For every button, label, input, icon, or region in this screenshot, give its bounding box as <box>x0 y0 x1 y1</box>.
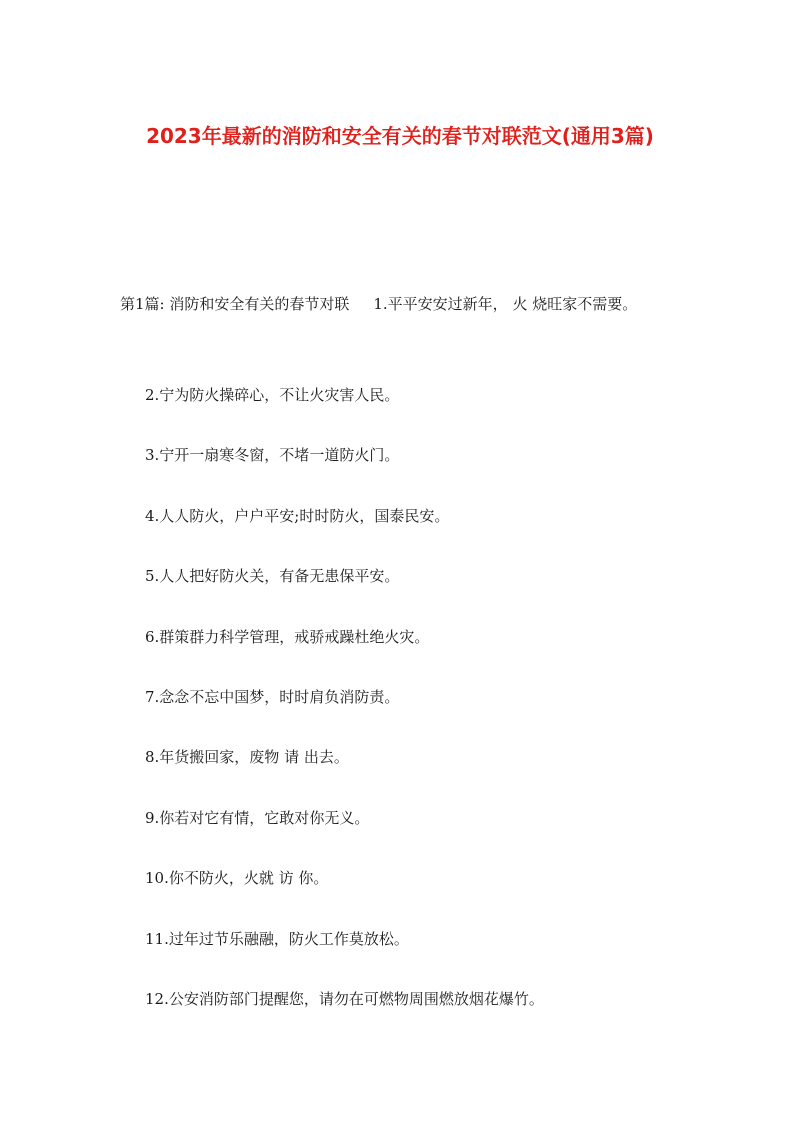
section-heading: 第1篇: 消防和安全有关的春节对联 <box>120 295 350 313</box>
list-item: 12.公安消防部门提醒您，请勿在可燃物周围燃放烟花爆竹。 <box>145 989 544 1008</box>
list-item: 10.你不防火，火就 访 你。 <box>145 869 329 888</box>
first-couplet: 1.平平安安过新年， 火 烧旺家不需要。 <box>373 295 638 313</box>
list-item: 9.你若对它有情，它敢对你无义。 <box>145 808 370 827</box>
couplet-list <box>145 380 544 1044</box>
list-item: 2.宁为防火操碎心，不让火灾害人民。 <box>145 386 400 404</box>
document-title: 2023年最新的消防和安全有关的春节对联范文(通用3篇) <box>146 124 654 148</box>
list-item: 6.群策群力科学管理，戒骄戒躁杜绝火灾。 <box>145 627 430 646</box>
list-item: 8.年货搬回家，废物 请 出去。 <box>145 748 349 767</box>
intro-paragraph <box>120 289 666 319</box>
list-item: 4.人人防火，户户平安;时时防火，国泰民安。 <box>145 506 450 525</box>
list-item: 5.人人把好防火关，有备无患保平安。 <box>145 567 400 586</box>
list-item: 11.过年过节乐融融，防火工作莫放松。 <box>145 929 409 948</box>
list-item: 3.宁开一扇寒冬窗，不堵一道防火门。 <box>145 446 400 465</box>
list-item: 7.念念不忘中国梦，时时肩负消防责。 <box>145 687 400 706</box>
